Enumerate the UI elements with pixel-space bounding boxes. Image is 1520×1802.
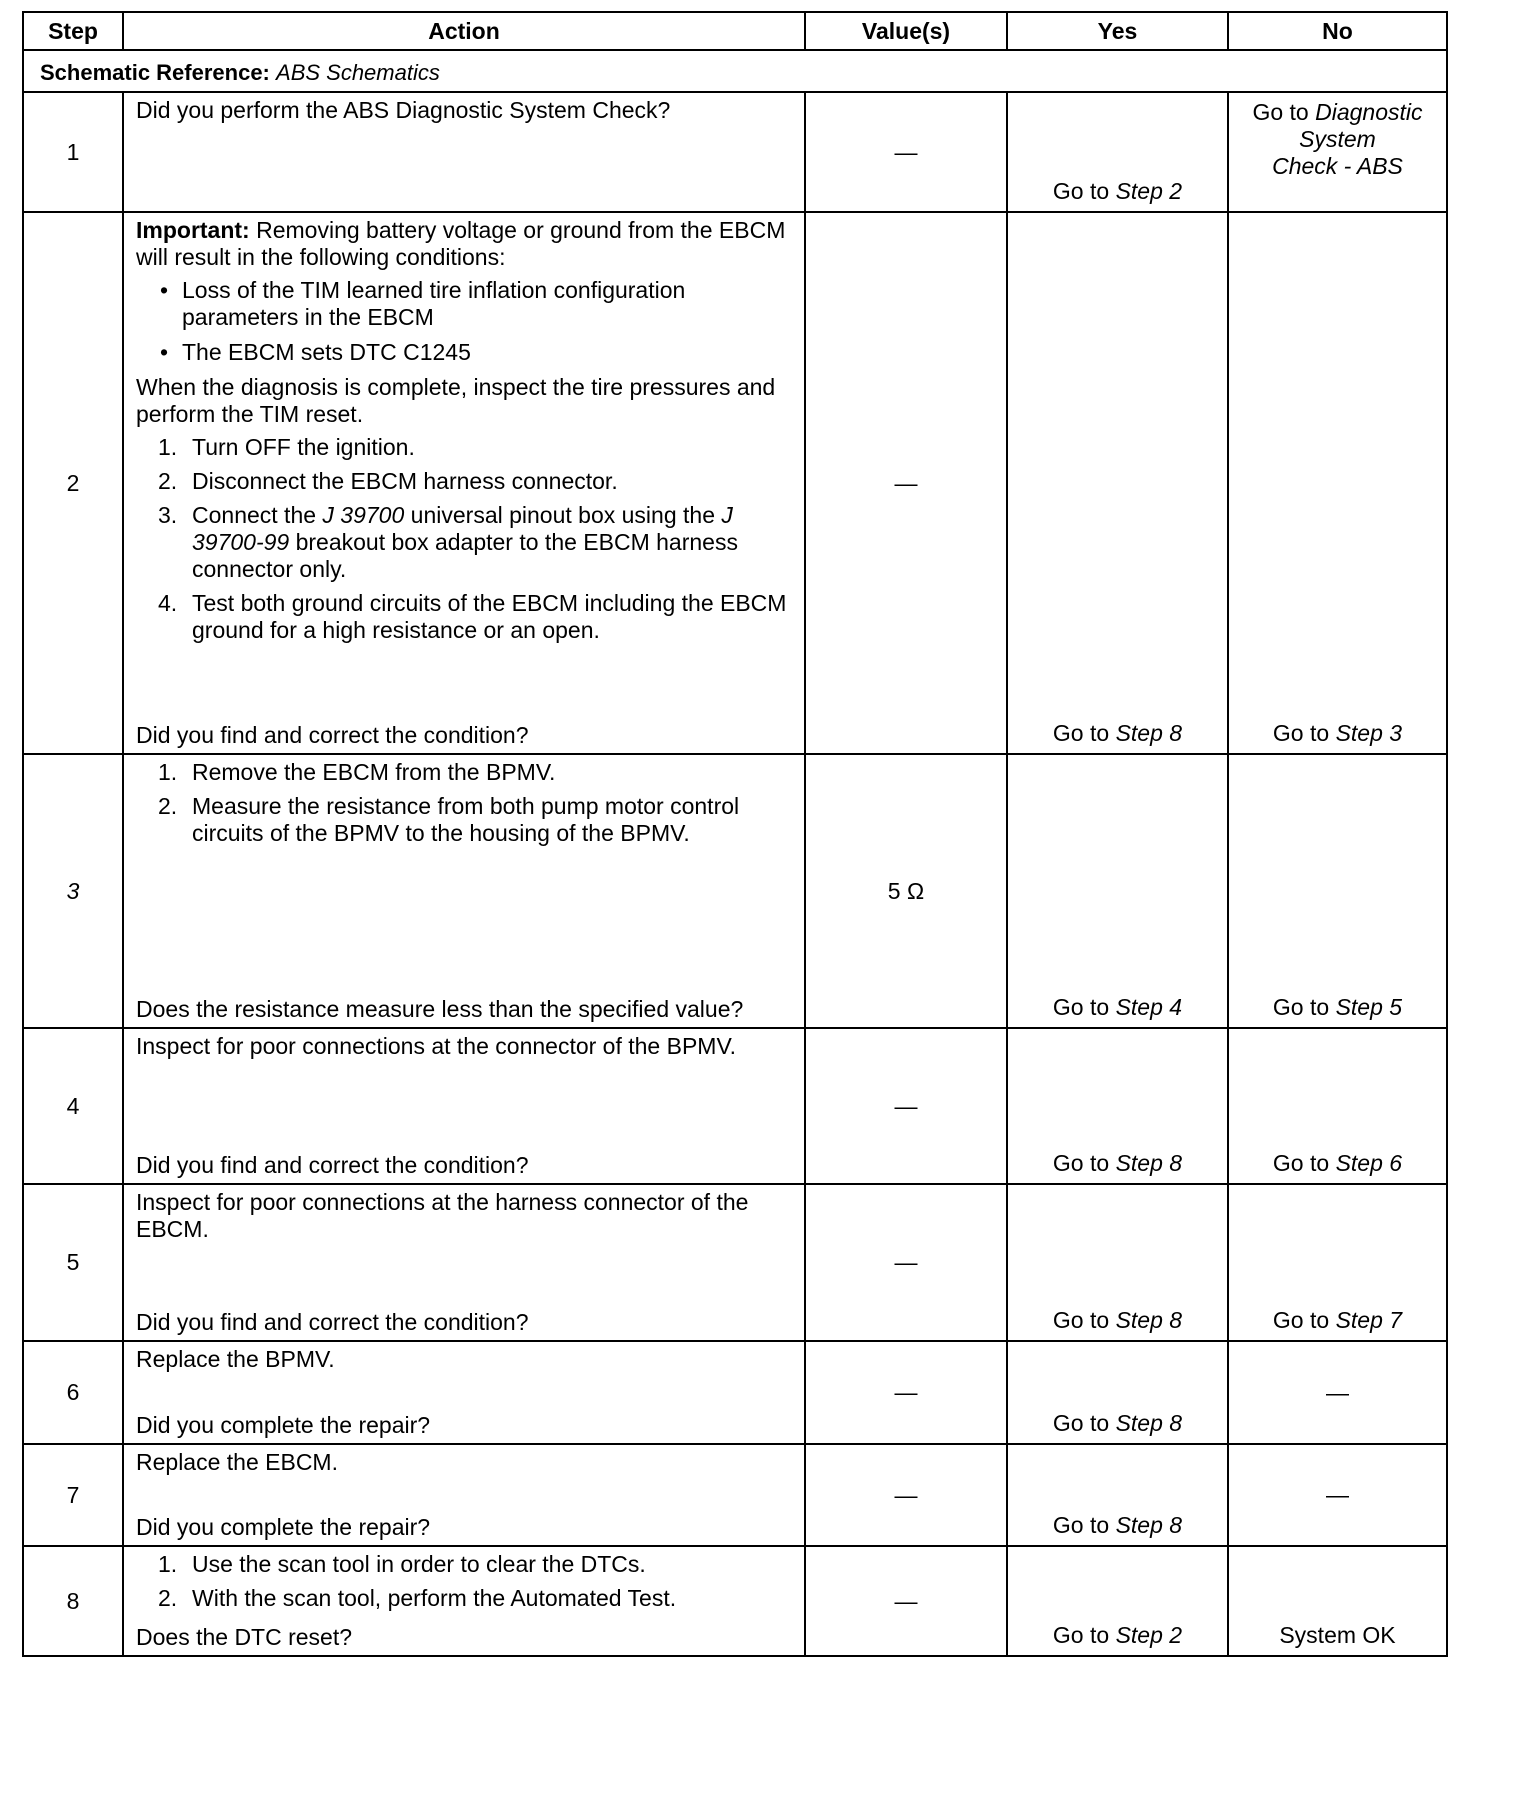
table-row [23, 92, 1447, 212]
action-paragraph: When the diagnosis is complete, inspect the tire pressures and perform the TIM reset. [136, 374, 776, 427]
value-cell: — [805, 1028, 1007, 1184]
no-cell [1228, 92, 1447, 212]
no-go-to[interactable] [1229, 1150, 1446, 1177]
value-cell: — [805, 1546, 1007, 1656]
no-target-line3: Check - ABS [1272, 153, 1403, 179]
no-cell [1228, 754, 1447, 1028]
yes-go-to[interactable] [1008, 1150, 1227, 1177]
yes-go-to[interactable] [1008, 994, 1227, 1021]
table-row [23, 1028, 1447, 1184]
action-text: Inspect for poor connections at the connector of the BPMV. [136, 1033, 737, 1059]
no-target-line2: System [1299, 126, 1376, 152]
no-go-to[interactable] [1229, 93, 1446, 180]
action-question: Did you complete the repair? [136, 1412, 431, 1438]
list-item: 1. Use the scan tool in order to clear the DTCs. [158, 1551, 646, 1577]
action-cell [123, 212, 805, 754]
action-cell [123, 1184, 805, 1341]
header-values: Value(s) [805, 12, 1007, 50]
diagnostic-table-document [22, 11, 1446, 1657]
yes-cell [1007, 212, 1228, 754]
action-cell [123, 754, 805, 1028]
important-note [136, 217, 792, 271]
step-number: 2 [23, 212, 123, 754]
go-to-label: Go to [1272, 720, 1330, 746]
action-question: Does the DTC reset? [136, 1624, 353, 1650]
yes-go-to[interactable] [1008, 1307, 1227, 1334]
schematic-reference-label: Schematic Reference: [40, 60, 270, 85]
yes-cell [1007, 754, 1228, 1028]
yes-cell [1007, 92, 1228, 212]
step-number: 3 [23, 754, 123, 1028]
value-cell: — [805, 212, 1007, 754]
yes-target: Step 8 [1115, 1150, 1183, 1176]
no-cell [1228, 1444, 1447, 1546]
no-target: Step 6 [1335, 1150, 1403, 1176]
no-go-to[interactable] [1229, 994, 1446, 1021]
schematic-reference [23, 50, 1447, 92]
yes-target: Step 8 [1115, 720, 1183, 746]
value-cell: 5 Ω [805, 754, 1007, 1028]
important-label: Important: [136, 217, 250, 243]
action-question: Does the resistance measure less than the specified value? [136, 996, 744, 1022]
step-number: 1 [23, 92, 123, 212]
tool-reference[interactable]: J 39700-99 [192, 502, 733, 555]
action-cell [123, 1546, 805, 1656]
step-number: 6 [23, 1341, 123, 1444]
value-cell: — [805, 1444, 1007, 1546]
action-text: Inspect for poor connections at the harness connector of the EBCM. [136, 1189, 749, 1242]
procedure-list [136, 434, 792, 644]
yes-cell [1007, 1341, 1228, 1444]
header-step: Step [23, 12, 123, 50]
action-cell [123, 92, 805, 212]
list-item: 4. Test both ground circuits of the EBCM including the EBCM ground for a high resistance or an open. [158, 590, 787, 643]
no-target: Step 7 [1335, 1307, 1403, 1333]
no-target: Step 3 [1335, 720, 1403, 746]
action-cell [123, 1341, 805, 1444]
table-row [23, 1546, 1447, 1656]
yes-go-to[interactable] [1008, 1410, 1227, 1437]
action-question: Did you perform the ABS Diagnostic System Check? [136, 97, 671, 123]
no-cell [1228, 1184, 1447, 1341]
procedure-list [136, 1551, 792, 1612]
table-row [23, 754, 1447, 1028]
table-row [23, 1444, 1447, 1546]
go-to-label: Go to [1272, 1150, 1330, 1176]
list-item: • Loss of the TIM learned tire inflation configuration parameters in the EBCM [158, 277, 792, 331]
yes-go-to[interactable] [1008, 1512, 1227, 1539]
go-to-label: Go to [1052, 1512, 1110, 1538]
value-cell: — [805, 1184, 1007, 1341]
no-cell [1228, 1028, 1447, 1184]
action-question: Did you find and correct the condition? [136, 722, 529, 748]
yes-target: Step 2 [1115, 1622, 1183, 1648]
list-item: 2. With the scan tool, perform the Automated Test. [158, 1585, 677, 1611]
yes-cell [1007, 1184, 1228, 1341]
go-to-label: Go to [1272, 1307, 1330, 1333]
list-item: 3. Connect the J 39700 universal pinout box using the J 39700-99 breakout box adapter to the EBCM harness connector only. [158, 502, 738, 582]
step-number: 7 [23, 1444, 123, 1546]
step-number: 4 [23, 1028, 123, 1184]
schematic-reference-link[interactable]: ABS Schematics [276, 60, 440, 85]
header-action: Action [123, 12, 805, 50]
go-to-label: Go to [1052, 1307, 1110, 1333]
action-cell [123, 1444, 805, 1546]
step-number: 8 [23, 1546, 123, 1656]
go-to-label: Go to [1272, 994, 1330, 1020]
action-question: Did you find and correct the condition? [136, 1152, 529, 1178]
no-text: — [1326, 1379, 1349, 1405]
no-cell [1228, 212, 1447, 754]
no-go-to[interactable] [1229, 720, 1446, 747]
header-yes: Yes [1007, 12, 1228, 50]
yes-target: Step 8 [1115, 1307, 1183, 1333]
go-to-label: Go to [1052, 1622, 1110, 1648]
no-cell [1228, 1341, 1447, 1444]
go-to-label: Go to [1052, 178, 1110, 204]
table-row [23, 212, 1447, 754]
yes-target: Step 2 [1115, 178, 1183, 204]
value-cell: — [805, 1341, 1007, 1444]
header-no: No [1228, 12, 1447, 50]
yes-cell [1007, 1028, 1228, 1184]
action-text: Replace the EBCM. [136, 1449, 338, 1475]
step-number: 5 [23, 1184, 123, 1341]
action-cell [123, 1028, 805, 1184]
go-to-label: Go to [1052, 720, 1110, 746]
list-item: 1. Turn OFF the ignition. [158, 434, 415, 460]
important-text: Removing battery voltage or ground from the EBCM will result in the following conditions: [136, 217, 786, 270]
list-item: 1. Remove the EBCM from the BPMV. [158, 759, 556, 785]
schematic-reference-row [23, 50, 1447, 92]
no-text: System OK [1279, 1622, 1396, 1648]
no-target-line1: Diagnostic [1315, 99, 1423, 125]
no-cell [1228, 1546, 1447, 1656]
conditions-list [136, 277, 792, 366]
list-item: 2. Measure the resistance from both pump motor control circuits of the BPMV to the housing of the BPMV. [158, 793, 740, 846]
no-text: — [1326, 1481, 1349, 1508]
yes-cell [1007, 1444, 1228, 1546]
yes-go-to[interactable] [1008, 1622, 1227, 1649]
yes-cell [1007, 1546, 1228, 1656]
action-question: Did you find and correct the condition? [136, 1309, 529, 1335]
yes-go-to[interactable] [1008, 178, 1227, 205]
action-body [136, 217, 792, 651]
yes-target: Step 4 [1115, 994, 1183, 1020]
header-row [23, 12, 1447, 50]
value-cell: — [805, 92, 1007, 212]
go-to-label: Go to [1052, 1150, 1110, 1176]
yes-target: Step 8 [1115, 1512, 1183, 1538]
diagnostic-table [22, 11, 1448, 1657]
list-item: 2. Disconnect the EBCM harness connector. [158, 468, 618, 494]
procedure-list [136, 759, 792, 854]
yes-target: Step 8 [1115, 1410, 1183, 1436]
no-go-to[interactable] [1229, 1307, 1446, 1334]
go-to-label: Go to [1052, 994, 1110, 1020]
table-row [23, 1184, 1447, 1341]
go-to-label: Go to [1252, 99, 1309, 125]
tool-reference[interactable]: J 39700 [322, 502, 405, 528]
yes-go-to[interactable] [1008, 720, 1227, 747]
action-question: Did you complete the repair? [136, 1514, 431, 1540]
no-target: Step 5 [1335, 994, 1403, 1020]
action-text: Replace the BPMV. [136, 1346, 335, 1372]
list-item: • The EBCM sets DTC C1245 [158, 339, 792, 366]
table-row [23, 1341, 1447, 1444]
go-to-label: Go to [1052, 1410, 1110, 1436]
